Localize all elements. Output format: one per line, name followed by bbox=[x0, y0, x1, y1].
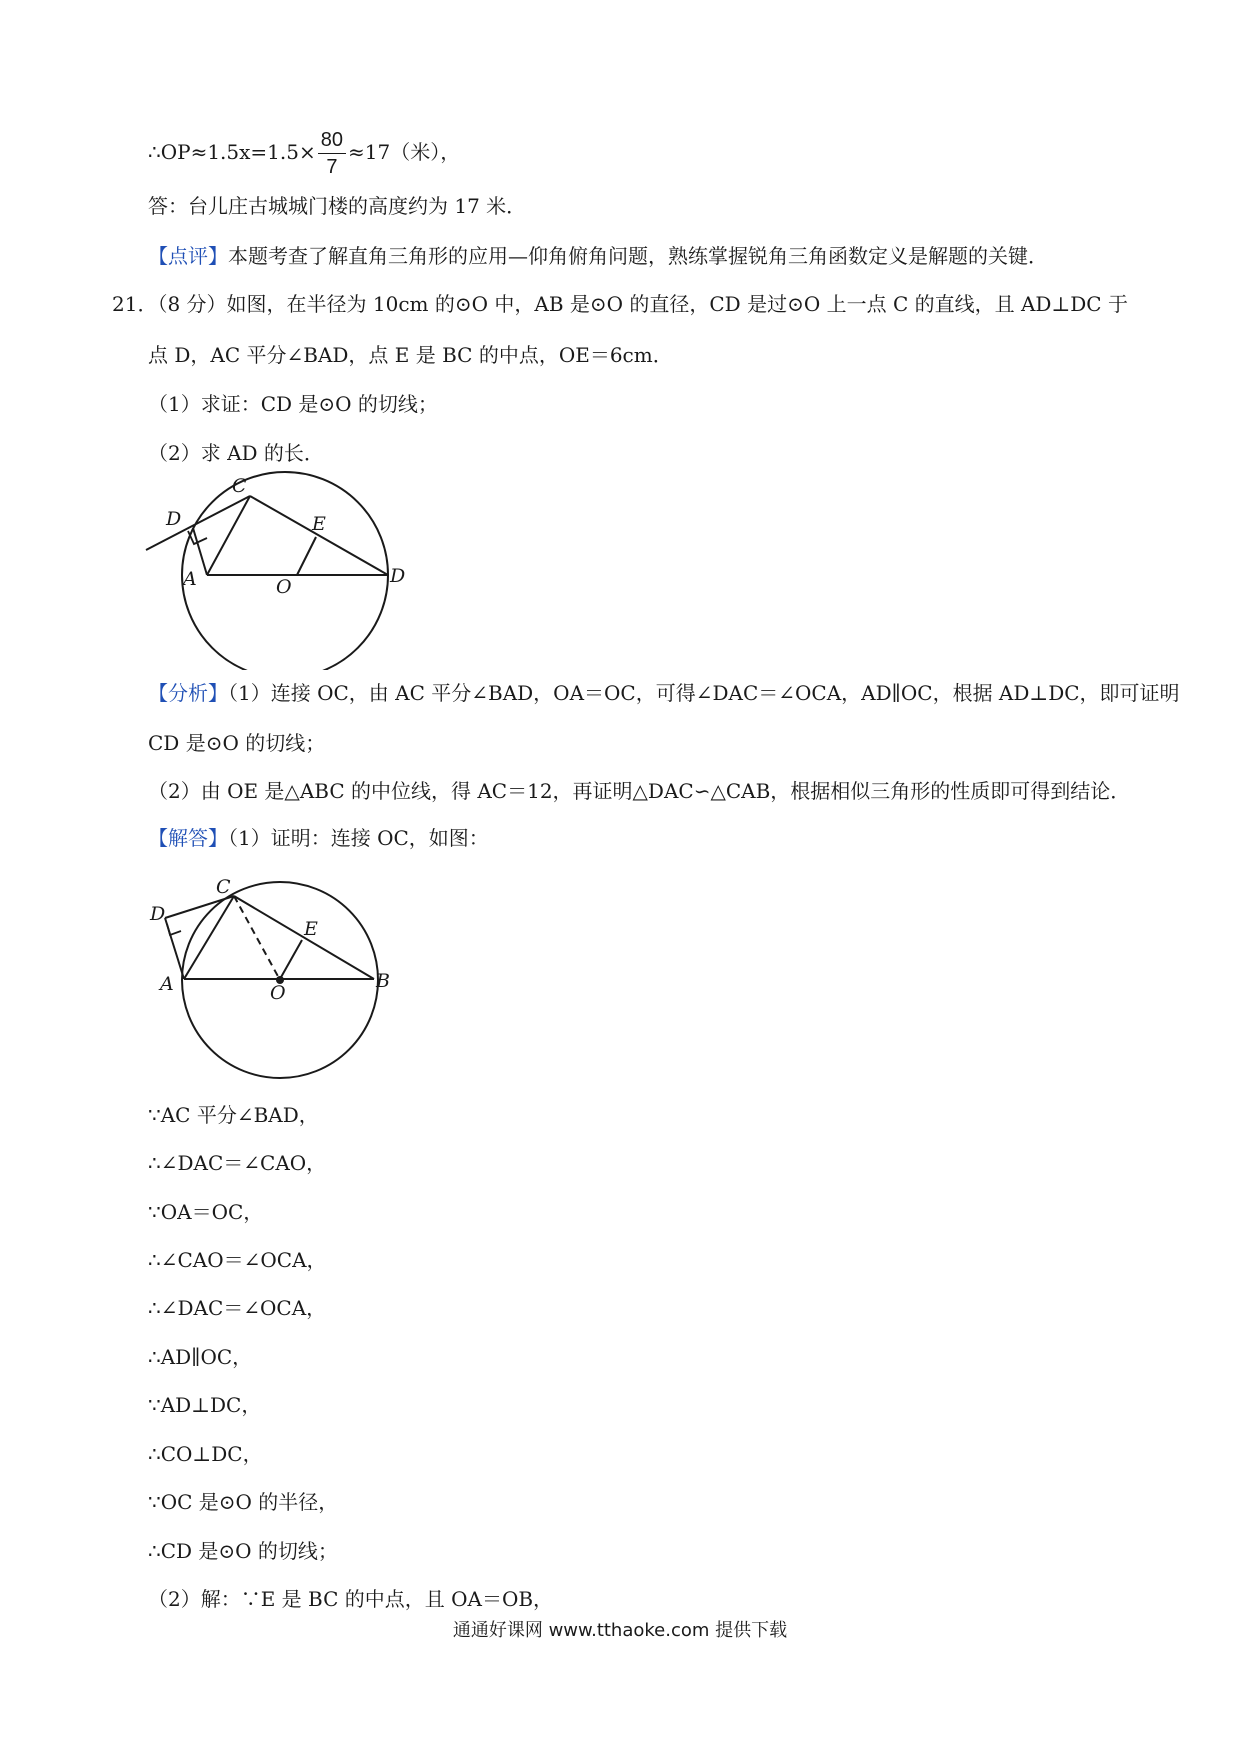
solution-part-2: （2）解：∵E 是 BC 的中点，且 OA＝OB， bbox=[148, 1587, 554, 1611]
label-B: B bbox=[376, 970, 390, 992]
label-C: C bbox=[216, 876, 231, 898]
label-D-left: D bbox=[166, 508, 182, 530]
segment-OE bbox=[297, 537, 316, 575]
page-footer: 通通好课网 www.tthaoke.com 提供下载 bbox=[452, 1620, 788, 1641]
circle bbox=[182, 472, 388, 670]
solution-step: ∴CO⊥DC， bbox=[148, 1442, 263, 1466]
label-A: A bbox=[160, 973, 174, 995]
label-E: E bbox=[304, 918, 318, 940]
solution-step: ∴∠DAC＝∠CAO， bbox=[148, 1151, 327, 1175]
solution-step: ∴CD 是⊙O 的切线； bbox=[148, 1539, 338, 1563]
label-E: E bbox=[312, 513, 326, 535]
solution-tag: 【解答】 bbox=[148, 826, 228, 850]
label-C: C bbox=[232, 475, 247, 497]
solution-step: ∴∠CAO＝∠OCA， bbox=[148, 1248, 327, 1272]
solution-step: ∵OC 是⊙O 的半径， bbox=[148, 1490, 339, 1514]
comment-tag: 【点评】 bbox=[148, 244, 228, 268]
solution-step: ∴AD∥OC， bbox=[148, 1345, 253, 1369]
geometry-figure-1 bbox=[140, 470, 420, 670]
solution-intro-line bbox=[148, 824, 489, 852]
solution-step: ∵AD⊥DC， bbox=[148, 1393, 262, 1417]
segment-CB bbox=[250, 496, 388, 575]
analysis-tag: 【分析】 bbox=[148, 681, 228, 705]
calc-suffix: ≈17（米）， bbox=[348, 140, 461, 164]
solution-step: ∵AC 平分∠BAD， bbox=[148, 1103, 319, 1127]
solution-intro: （1）证明：连接 OC，如图： bbox=[228, 826, 489, 850]
analysis-text-1: （1）连接 OC，由 AC 平分∠BAD，OA＝OC，可得∠DAC＝∠OCA，AD∥OC，根据 AD⊥DC，即可证明 bbox=[228, 681, 1180, 705]
comment-line bbox=[148, 242, 1048, 270]
question-part-2: （2）求 AD 的长． bbox=[148, 441, 324, 465]
comment-text: 本题考查了解直角三角形的应用—仰角俯角问题，熟练掌握锐角三角函数定义是解题的关键． bbox=[228, 244, 1048, 268]
label-D: D bbox=[150, 903, 166, 925]
question-line-2: 点 D，AC 平分∠BAD，点 E 是 BC 的中点，OE＝6cm． bbox=[148, 343, 673, 367]
solution-step: ∴∠DAC＝∠OCA， bbox=[148, 1296, 327, 1320]
question-line-1: 21．（8 分）如图，在半径为 10cm 的⊙O 中，AB 是⊙O 的直径，CD 是过⊙O 上一点 C 的直线，且 AD⊥DC 于 bbox=[112, 292, 1128, 316]
label-D-right: D bbox=[390, 565, 406, 587]
answer-line: 答：台儿庄古城城门楼的高度约为 17 米． bbox=[148, 194, 527, 218]
label-A: A bbox=[183, 568, 197, 590]
analysis-line-1 bbox=[148, 679, 1180, 707]
calc-prefix: ∴OP≈1.5x=1.5× bbox=[148, 140, 316, 164]
analysis-line-2: CD 是⊙O 的切线； bbox=[148, 731, 326, 755]
solution-step: ∵OA＝OC， bbox=[148, 1200, 264, 1224]
right-angle-mark bbox=[167, 924, 181, 935]
fraction bbox=[318, 127, 346, 180]
label-O: O bbox=[270, 982, 286, 1004]
fraction-denominator: 7 bbox=[326, 156, 338, 178]
analysis-line-3: （2）由 OE 是△ABC 的中位线，得 AC＝12，再证明△DAC∽△CAB，根据相似三角形的性质即可得到结论． bbox=[148, 779, 1131, 803]
segment-OE bbox=[280, 940, 302, 979]
label-O: O bbox=[276, 576, 292, 598]
geometry-figure-2 bbox=[140, 870, 410, 1080]
question-part-1: （1）求证：CD 是⊙O 的切线； bbox=[148, 392, 438, 416]
fraction-numerator: 80 bbox=[318, 127, 346, 154]
calc-line bbox=[148, 124, 460, 180]
